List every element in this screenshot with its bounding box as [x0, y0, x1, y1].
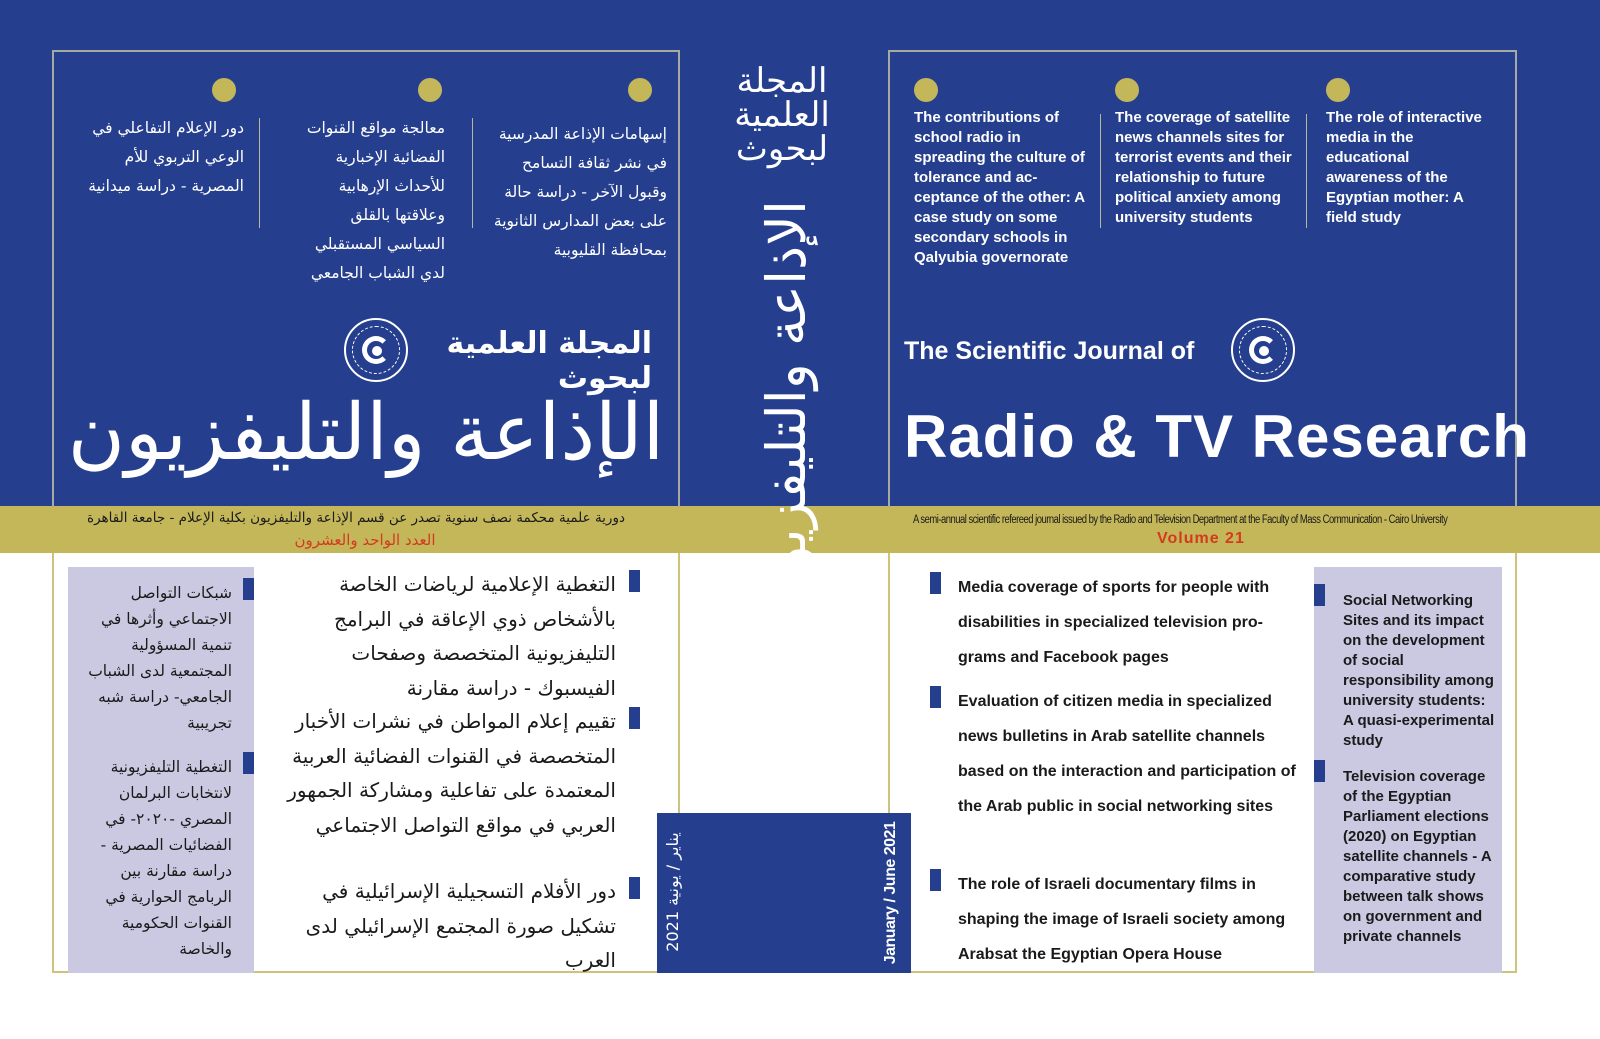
blue-bullet-icon	[243, 578, 254, 600]
blue-bullet-icon	[930, 869, 941, 891]
faculty-logo-icon	[1231, 318, 1295, 382]
front-main-article-3: The role of Israeli documentary films in shaping the image of Israeli society among Arabsat the Egyptian Opera House	[958, 876, 1286, 963]
gold-dot-icon	[628, 78, 652, 102]
blue-bullet-icon	[1314, 584, 1325, 606]
gold-dot-icon	[418, 78, 442, 102]
spine-vertical-title: الإذاعة والتليفزيون	[755, 200, 818, 611]
gold-dot-icon	[1326, 78, 1350, 102]
front-top-article-1: The contributions of school radio in spreading the culture of tolerance and ac-ceptance of the other: A case study on some secondary schools in Qalyubia governorate	[914, 109, 1085, 266]
blue-bullet-icon	[629, 707, 640, 729]
back-main-article-1: التغطية الإعلامية لرياضات الخاصة بالأشخاص ذوي الإعاقة في البرامج التليفزيونية المتخصصة وصفحات الفيسبوك - دراسة مقارنة	[333, 572, 616, 700]
spine-title	[732, 61, 832, 169]
back-journal-title: الإذاعة والتليفزيون	[67, 388, 665, 478]
front-side-article-1: Social Networking Sites and its impact on the development of social responsibility among university students: A quasi-experimental study	[1343, 592, 1495, 749]
back-top-article-3: دور الإعلام التفاعلي في الوعي التربوي للأم المصرية - دراسة ميدانية	[88, 119, 244, 195]
front-top-article-3: The role of interactive media in the educational awareness of the Egyptian mother: A field study	[1326, 109, 1482, 226]
blue-bullet-icon	[1314, 760, 1325, 782]
front-main-article-1: Media coverage of sports for people with disabilities in specialized television pro-grams and Facebook pages	[958, 579, 1270, 666]
blue-bullet-icon	[629, 877, 640, 899]
back-main-article-2: تقييم إعلام المواطن في نشرات الأخبار المتخصصة في القنوات الفضائية العربية المعتمدة على تفاعلية ومشاركة الجمهور العربي في مواقع التواصل الاجتماعي	[287, 709, 616, 837]
front-top-article-2: The coverage of satellite news channels sites for terrorist events and their relationship to future political anxiety among university students	[1115, 109, 1292, 226]
front-band-description: A semi-annual scientific refereed journal issued by the Radio and Television Department at the Faculty of Mass Communication - Cairo University	[913, 514, 1448, 526]
spine-title-line: لبحوث	[735, 129, 829, 169]
column-divider	[259, 118, 260, 228]
spine-date-box	[657, 813, 911, 973]
blue-bullet-icon	[930, 686, 941, 708]
back-main-article-3: دور الأفلام التسجيلية الإسرائيلية في تشكيل صورة المجتمع الإسرائيلي لدى العرب	[305, 879, 616, 972]
gold-dot-icon	[914, 78, 938, 102]
column-divider	[472, 118, 473, 228]
back-band-description: دورية علمية محكمة نصف سنوية تصدر عن قسم الإذاعة والتليفزيون بكلية الإعلام - جامعة القاهرة	[87, 510, 625, 526]
back-top-article-1: إسهامات الإذاعة المدرسية في نشر ثقافة التسامح وقبول الآخر - دراسة حالة على بعض المدارس الثانوية بمحافظة القليوبية	[493, 125, 667, 259]
spine-date-arabic: يناير / يونية 2021	[663, 832, 682, 952]
volume-label: Volume 21	[1157, 530, 1245, 547]
gold-dot-icon	[212, 78, 236, 102]
gold-dot-icon	[1115, 78, 1139, 102]
faculty-logo-icon	[344, 318, 408, 382]
front-journal-title: Radio & TV Research	[904, 403, 1530, 470]
back-top-article-2: معالجة مواقع القنوات الفضائية الإخبارية للأحداث الإرهابية وعلاقتها بالقلق السياسي المستقبلي لدي الشباب الجامعي	[306, 119, 445, 282]
spine-title-line: العلمية	[734, 95, 830, 135]
spine-date-english: January / June 2021	[882, 821, 899, 965]
column-divider	[1306, 114, 1307, 228]
back-journal-subtitle: المجلة العلمية لبحوث	[446, 326, 652, 396]
spine-title-line: المجلة	[736, 61, 828, 101]
blue-bullet-icon	[629, 570, 640, 592]
column-divider	[1100, 114, 1101, 228]
back-side-article-2: التغطية التليفزيونية لانتخابات البرلمان المصري -٢٠٢٠- في الفضائيات المصرية - دراسة مقارنة بين الربامج الحوارية في القنوات الحكومية والخاصة	[100, 758, 232, 958]
blue-bullet-icon	[243, 752, 254, 774]
front-main-article-2: Evaluation of citizen media in specialized news bulletins in Arab satellite channels based on the interaction and participation of the Arab public in social networking sites	[958, 693, 1296, 815]
issue-label: العدد الواحد والعشرون	[294, 531, 436, 549]
blue-bullet-icon	[930, 572, 941, 594]
front-side-article-2: Television coverage of the Egyptian Parliament elections (2020) on Egyptian satellite channels - A comparative study between talk shows on government and private channels	[1343, 768, 1492, 945]
front-journal-subtitle: The Scientific Journal of	[904, 337, 1195, 365]
back-side-article-1: شبكات التواصل الاجتماعي وأثرها في تنمية المسؤولية المجتمعية لدى الشباب الجامعي- دراسة شبه تجريبية	[88, 584, 232, 732]
